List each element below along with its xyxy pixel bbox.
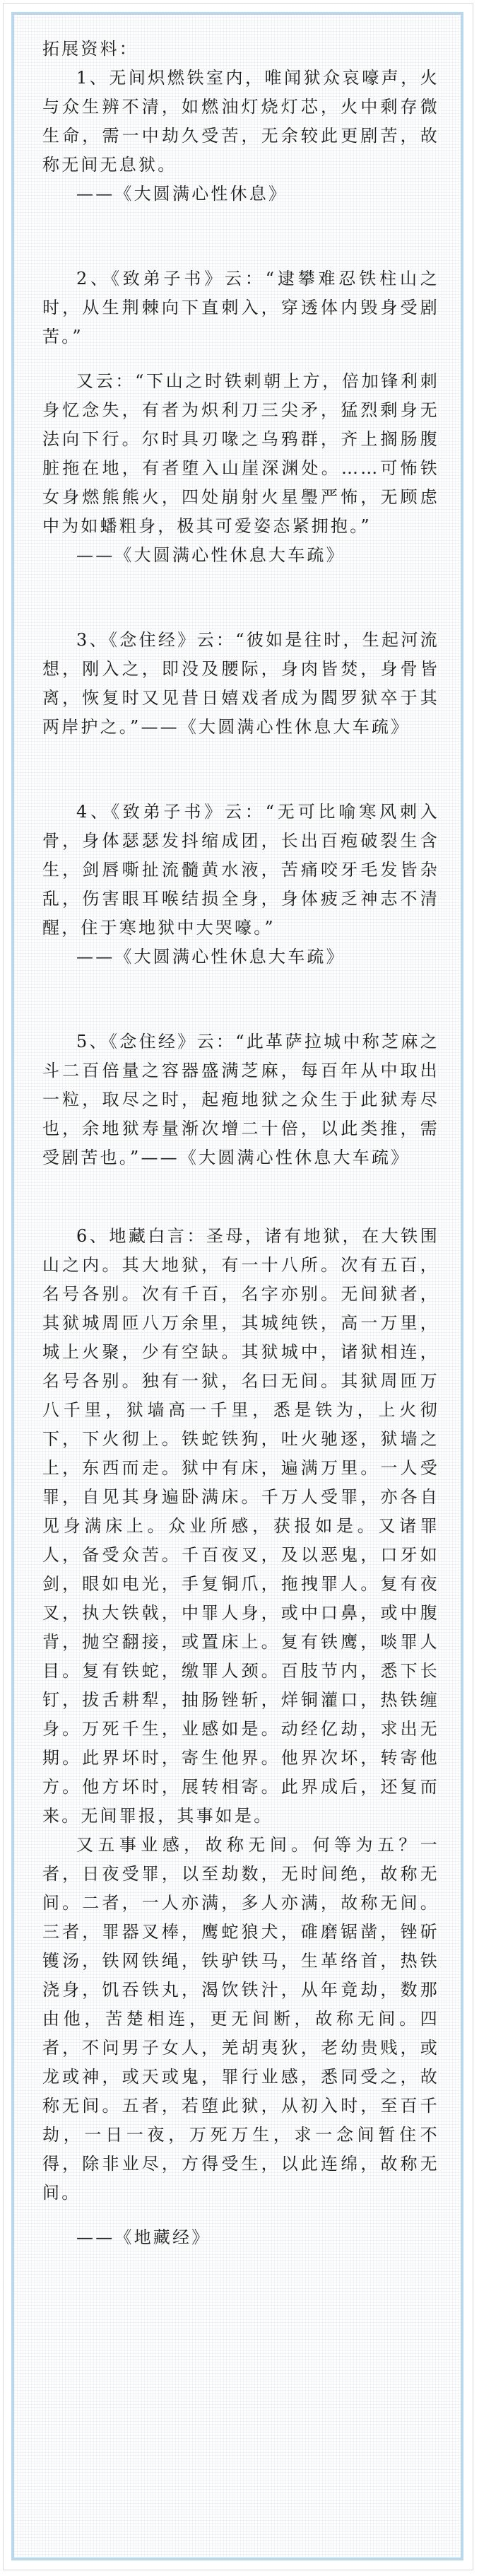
section-divider [42, 570, 439, 626]
paragraph: 又云：“下山之时铁剌朝上方，倍加锋利刺身忆念失，有者为炽利刀三尖矛，猛烈剩身无法向下行。尔时具刃喙之乌鸦群，齐上搁肠腹脏拖在地，有者堕入山崖深渊处。……可怖铁女身燃熊熊火，四处崩射火星璺严怖，无顾虑中为如蟠粗身，极其可爱姿态紧拥抱。” [42, 371, 439, 536]
paragraph: 又五事业感，故称无间。何等为五？一者，日夜受罪，以至劫数，无时间绝，故称无间。二者，一人亦满，多人亦满，故称无间。三者，罪器叉棒，鹰蛇狼犬，碓磨锯凿，锉斫镬汤，铁网铁绳，铁驴铁马，生革络首，热铁浇身，饥吞铁丸，渴饮铁汁，从年竟劫，数那由他，苦楚相连，更无间断，故称无间。四者，不问男子女人，羌胡夷狄，老幼贵贱，或龙或神，或天或鬼，罪行业感，悉同受之，故称无间。五者，若堕此狱，从初入时，至百千劫，一日一夜，万死万生，求一念间暂住不得，除非业尽，方得受生，以此连绵，故称无间。 [42, 1835, 439, 2203]
heading: 拓展资料： [42, 39, 138, 59]
source-citation: ——《大圆满心性休息大车疏》 [76, 545, 345, 565]
text-card [11, 12, 463, 2560]
page-frame [3, 3, 473, 2570]
paragraph: 5、《念住经》云：“此革萨拉城中称芝麻之斗二百倍量之容器盛满芝麻，每百年从中取出一粒，取尽之时，起疱地狱之众生于此狱寿尽也，余地狱寿量渐次增二十倍，以此类推，需受剧苦也。”——《大圆满心性休息大车疏》 [42, 1032, 439, 1167]
section-divider [42, 972, 439, 1027]
section-divider [42, 209, 439, 264]
paragraph: 6、地藏白言：圣母，诸有地狱，在大铁围山之内。其大地狱，有一十八所。次有五百，名号各别。次有千百，名字亦别。无间狱者，其狱城周匝八万余里，其城纯铁，高一万里，城上火聚，少有空缺。其狱城中，诸狱相连，名号各别。独有一狱，名曰无间。其狱周匝万八千里，狱墙高一千里，悉是铁为，上火彻下，下火彻上。铁蛇铁狗，吐火驰逐，狱墙之上，东西而走。狱中有床，遍满万里。一人受罪，自见其身遍卧满床。千万人受罪，亦各自见身满床上。众业所感，获报如是。又诸罪人，备受众苦。千百夜叉，及以恶鬼，口牙如剑，眼如电光，手复铜爪，拖拽罪人。复有夜叉，执大铁戟，中罪人身，或中口鼻，或中腹背，抛空翻接，或置床上。复有铁鹰，啖罪人目。复有铁蛇，缴罪人颈。百肢节内，悉下长钉，拔舌耕犁，抽肠锉斩，烊铜灌口，热铁缠身。万死千生，业感如是。动经亿劫，求出无期。此界坏时，寄生他界。他界次坏，转寄他方。他方坏时，展转相寄。此界成后，还复而来。无间罪报，其事如是。 [42, 1226, 439, 1826]
paragraph: 1、无间炽燃铁室内，唯闻狱众哀嚎声，火与众生辨不清，如燃油灯烧灯芯，火中剩存微生命，需一中劫久受苦，无余较此更剧苦，故称无间无息狱。 [42, 68, 439, 175]
section-divider [42, 742, 439, 798]
source-citation: ——《地藏经》 [76, 2227, 211, 2247]
paragraph: 2、《致弟子书》云：“逮攀难忍铁柱山之时，从生荆棘向下直刺入，穿透体内毁身受剧苦。” [42, 269, 439, 346]
paragraph: 4、《致弟子书》云：“无可比喻寒风刺入骨，身体瑟瑟发抖缩成团，长出百疱破裂生含生，剑唇嘶扯流髓黄水液，苦痛咬牙毛发皆杂乱，伤害眼耳喉结损全身，身体疲乏神志不清醒，住于寒地狱中大哭嚎。” [42, 802, 439, 938]
paragraph: 3、《念住经》云：“彼如是往时，生起河流想，刚入之，即没及腰际，身肉皆焚，身骨皆离，恢复时又见昔日嬉戏者成为閻罗狱卒于其两岸护之。”——《大圆满心性休息大车疏》 [42, 630, 439, 737]
source-citation: ——《大圆满心性休息》 [76, 184, 288, 204]
source-citation: ——《大圆满心性休息大车疏》 [76, 947, 345, 967]
section-divider [42, 1172, 439, 1222]
